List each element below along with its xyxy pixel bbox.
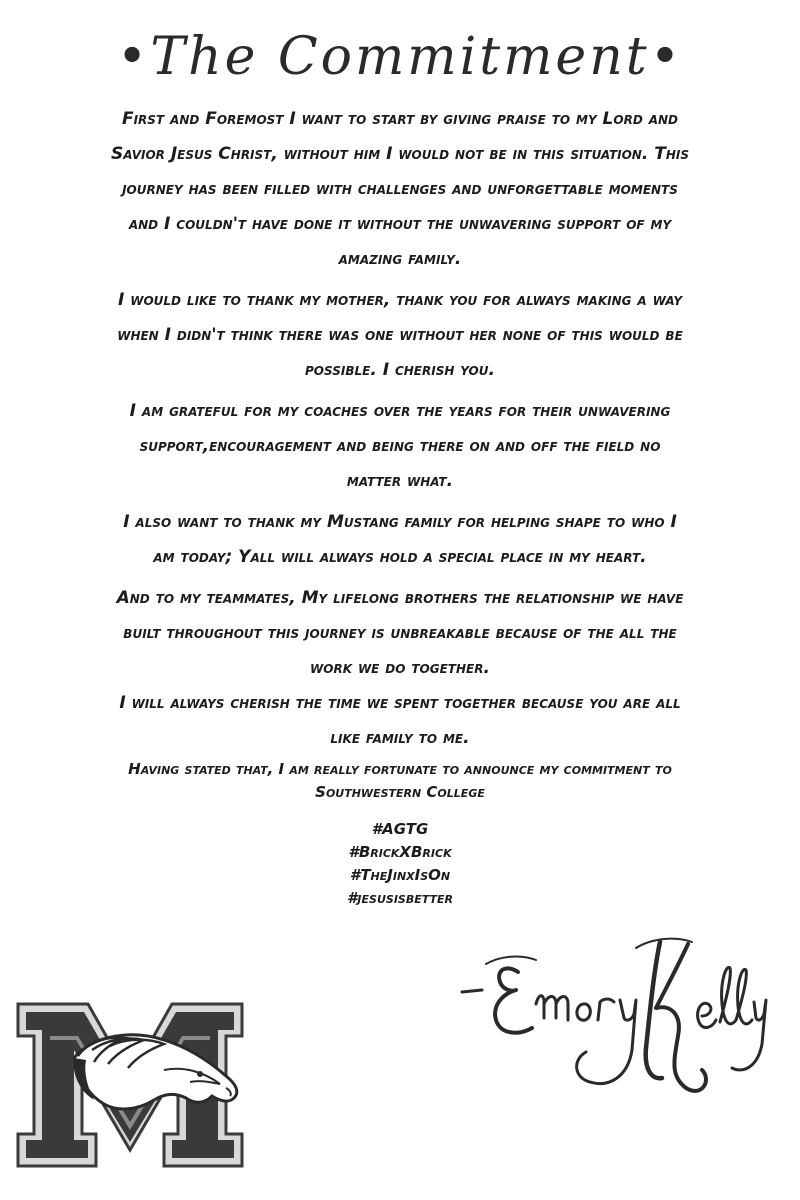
signature: [440, 920, 770, 1110]
hashtag-jesus: #jesusisbetter: [347, 889, 453, 907]
hashtag-list: [250, 818, 550, 910]
commitment-announcement: Having stated that, I am really fortunate to announce my commitment to Southwestern College: [128, 760, 672, 801]
paragraph-mustang-family: I also want to thank my Mustang family for helping shape to who I am today; Yall will always hold a special place in my heart.: [123, 512, 677, 567]
paragraph-faith: First and Foremost I want to start by giving praise to my Lord and Savior Jesus Christ, without him I would not be in this situation. This journey has been filled with challenges and unforgettable moments and I couldn't have done it without the unwavering support of my amazing family.: [111, 109, 689, 269]
page-title: •The Commitment•: [116, 27, 684, 87]
mustang-m-logo-icon: [14, 1000, 246, 1170]
letter-body: [110, 102, 690, 762]
paragraph-teammates: And to my teammates, My lifelong brothers the relationship we have built throughout this journey is unbreakable because of the all the work we do together.: [116, 588, 684, 678]
hashtag-jinx: #TheJinxIsOn: [349, 866, 451, 884]
paragraph-cherish: I will always cherish the time we spent together because you are all like family to me.: [119, 693, 681, 748]
hashtag-brickxbrick: #BrickXBrick: [348, 843, 452, 861]
paragraph-mother: I would like to thank my mother, thank you for always making a way when I didn't think there was one without her none of this would be possible. I cherish you.: [117, 290, 683, 380]
hashtag-agtg: #AGTG: [371, 820, 429, 838]
paragraph-coaches: I am grateful for my coaches over the years for their unwavering support,encouragement and being there on and off the field no matter what.: [129, 401, 671, 491]
